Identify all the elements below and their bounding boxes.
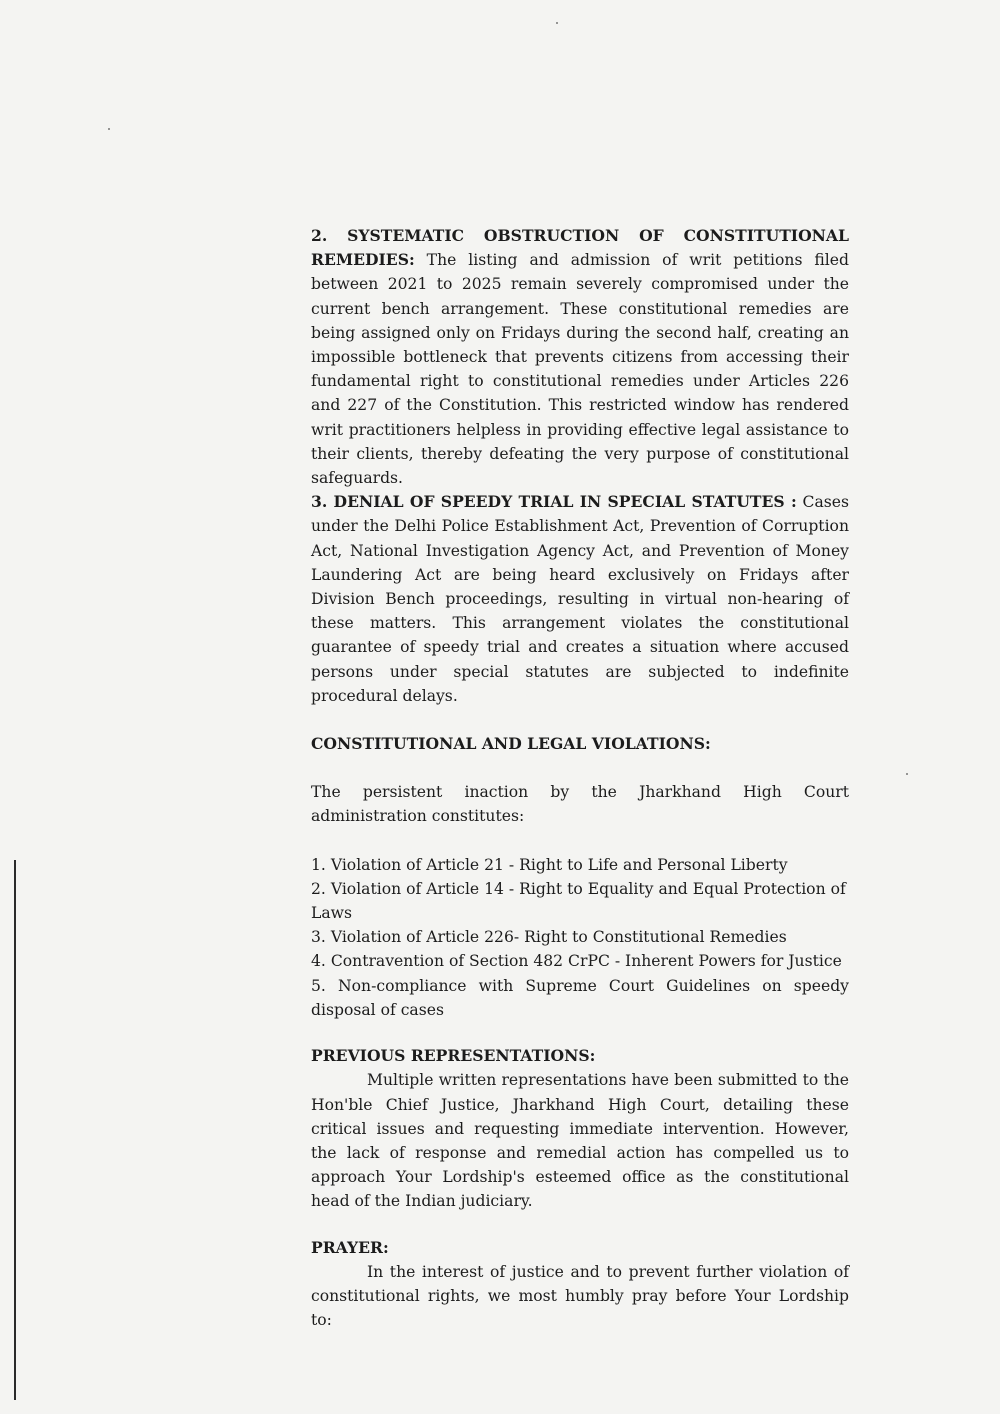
representations-heading: PREVIOUS REPRESENTATIONS:: [311, 1046, 596, 1066]
violation-item: 4. Contravention of Section 482 CrPC - Inherent Powers for Justice: [311, 952, 842, 971]
violations-heading: CONSTITUTIONAL AND LEGAL VIOLATIONS:: [311, 734, 711, 754]
prayer-text: In the interest of justice and to prevent further violation of constitutional rights, we most humbly pray before Your Lordship to:: [311, 1262, 849, 1330]
scan-speck: [556, 22, 558, 24]
prayer-heading: PRAYER:: [311, 1237, 389, 1257]
section-3-paragraph: [311, 490, 849, 708]
section-3-text: Cases under the Delhi Police Establishment Act, Prevention of Corruption Act, National Investigation Agency Act, and Prevention of Money Laundering Act are being heard exclusively on Fridays after Division Bench proceedings, resulting in virtual non-hearing of these matters. This arrangement violates the constitutional guarantee of speedy trial and creates a situation where accused persons under special statutes are subjected to indefinite procedural delays.: [311, 493, 849, 705]
representations-text: Multiple written representations have been submitted to the Hon'ble Chief Justice, Jharkhand High Court, detailing these critical issues and requesting immediate intervention. However, the lack of response and remedial action has compelled us to approach Your Lordship's esteemed office as the constitutional head of the Indian judiciary.: [311, 1071, 849, 1211]
section-3-heading: 3. DENIAL OF SPEEDY TRIAL IN SPECIAL STATUTES :: [311, 492, 797, 512]
section-2-heading: 2. SYSTEMATIC OBSTRUCTION OF CONSTITUTIONAL REMEDIES:: [311, 226, 849, 270]
violation-item: 1. Violation of Article 21 - Right to Life and Personal Liberty: [311, 855, 788, 874]
violation-item: 3. Violation of Article 226- Right to Constitutional Remedies: [311, 928, 787, 947]
section-2-paragraph: [311, 224, 849, 490]
scan-speck: [906, 773, 908, 775]
violations-intro: The persistent inaction by the Jharkhand High Court administration constitutes:: [311, 783, 849, 826]
section-2-text: The listing and admission of writ petitions filed between 2021 to 2025 remain severely compromised under the current bench arrangement. These constitutional remedies are being assigned only on Fridays during the second half, creating an impossible bottleneck that prevents citizens from accessing their fundamental right to constitutional remedies under Articles 226 and 227 of the Constitution. This restricted window has rendered writ practitioners helpless in providing effective legal assistance to their clients, thereby defeating the very purpose of constitutional safeguards.: [311, 251, 849, 488]
violation-item: 2. Violation of Article 14 - Right to Equality and Equal Protection of Laws: [311, 879, 846, 923]
scan-page-edge: [14, 860, 16, 1400]
violation-item: 5. Non-compliance with Supreme Court Guidelines on speedy disposal of cases: [311, 976, 849, 1019]
document-body: [311, 224, 849, 1332]
scan-speck: [108, 128, 110, 130]
violations-list: [311, 853, 849, 1022]
